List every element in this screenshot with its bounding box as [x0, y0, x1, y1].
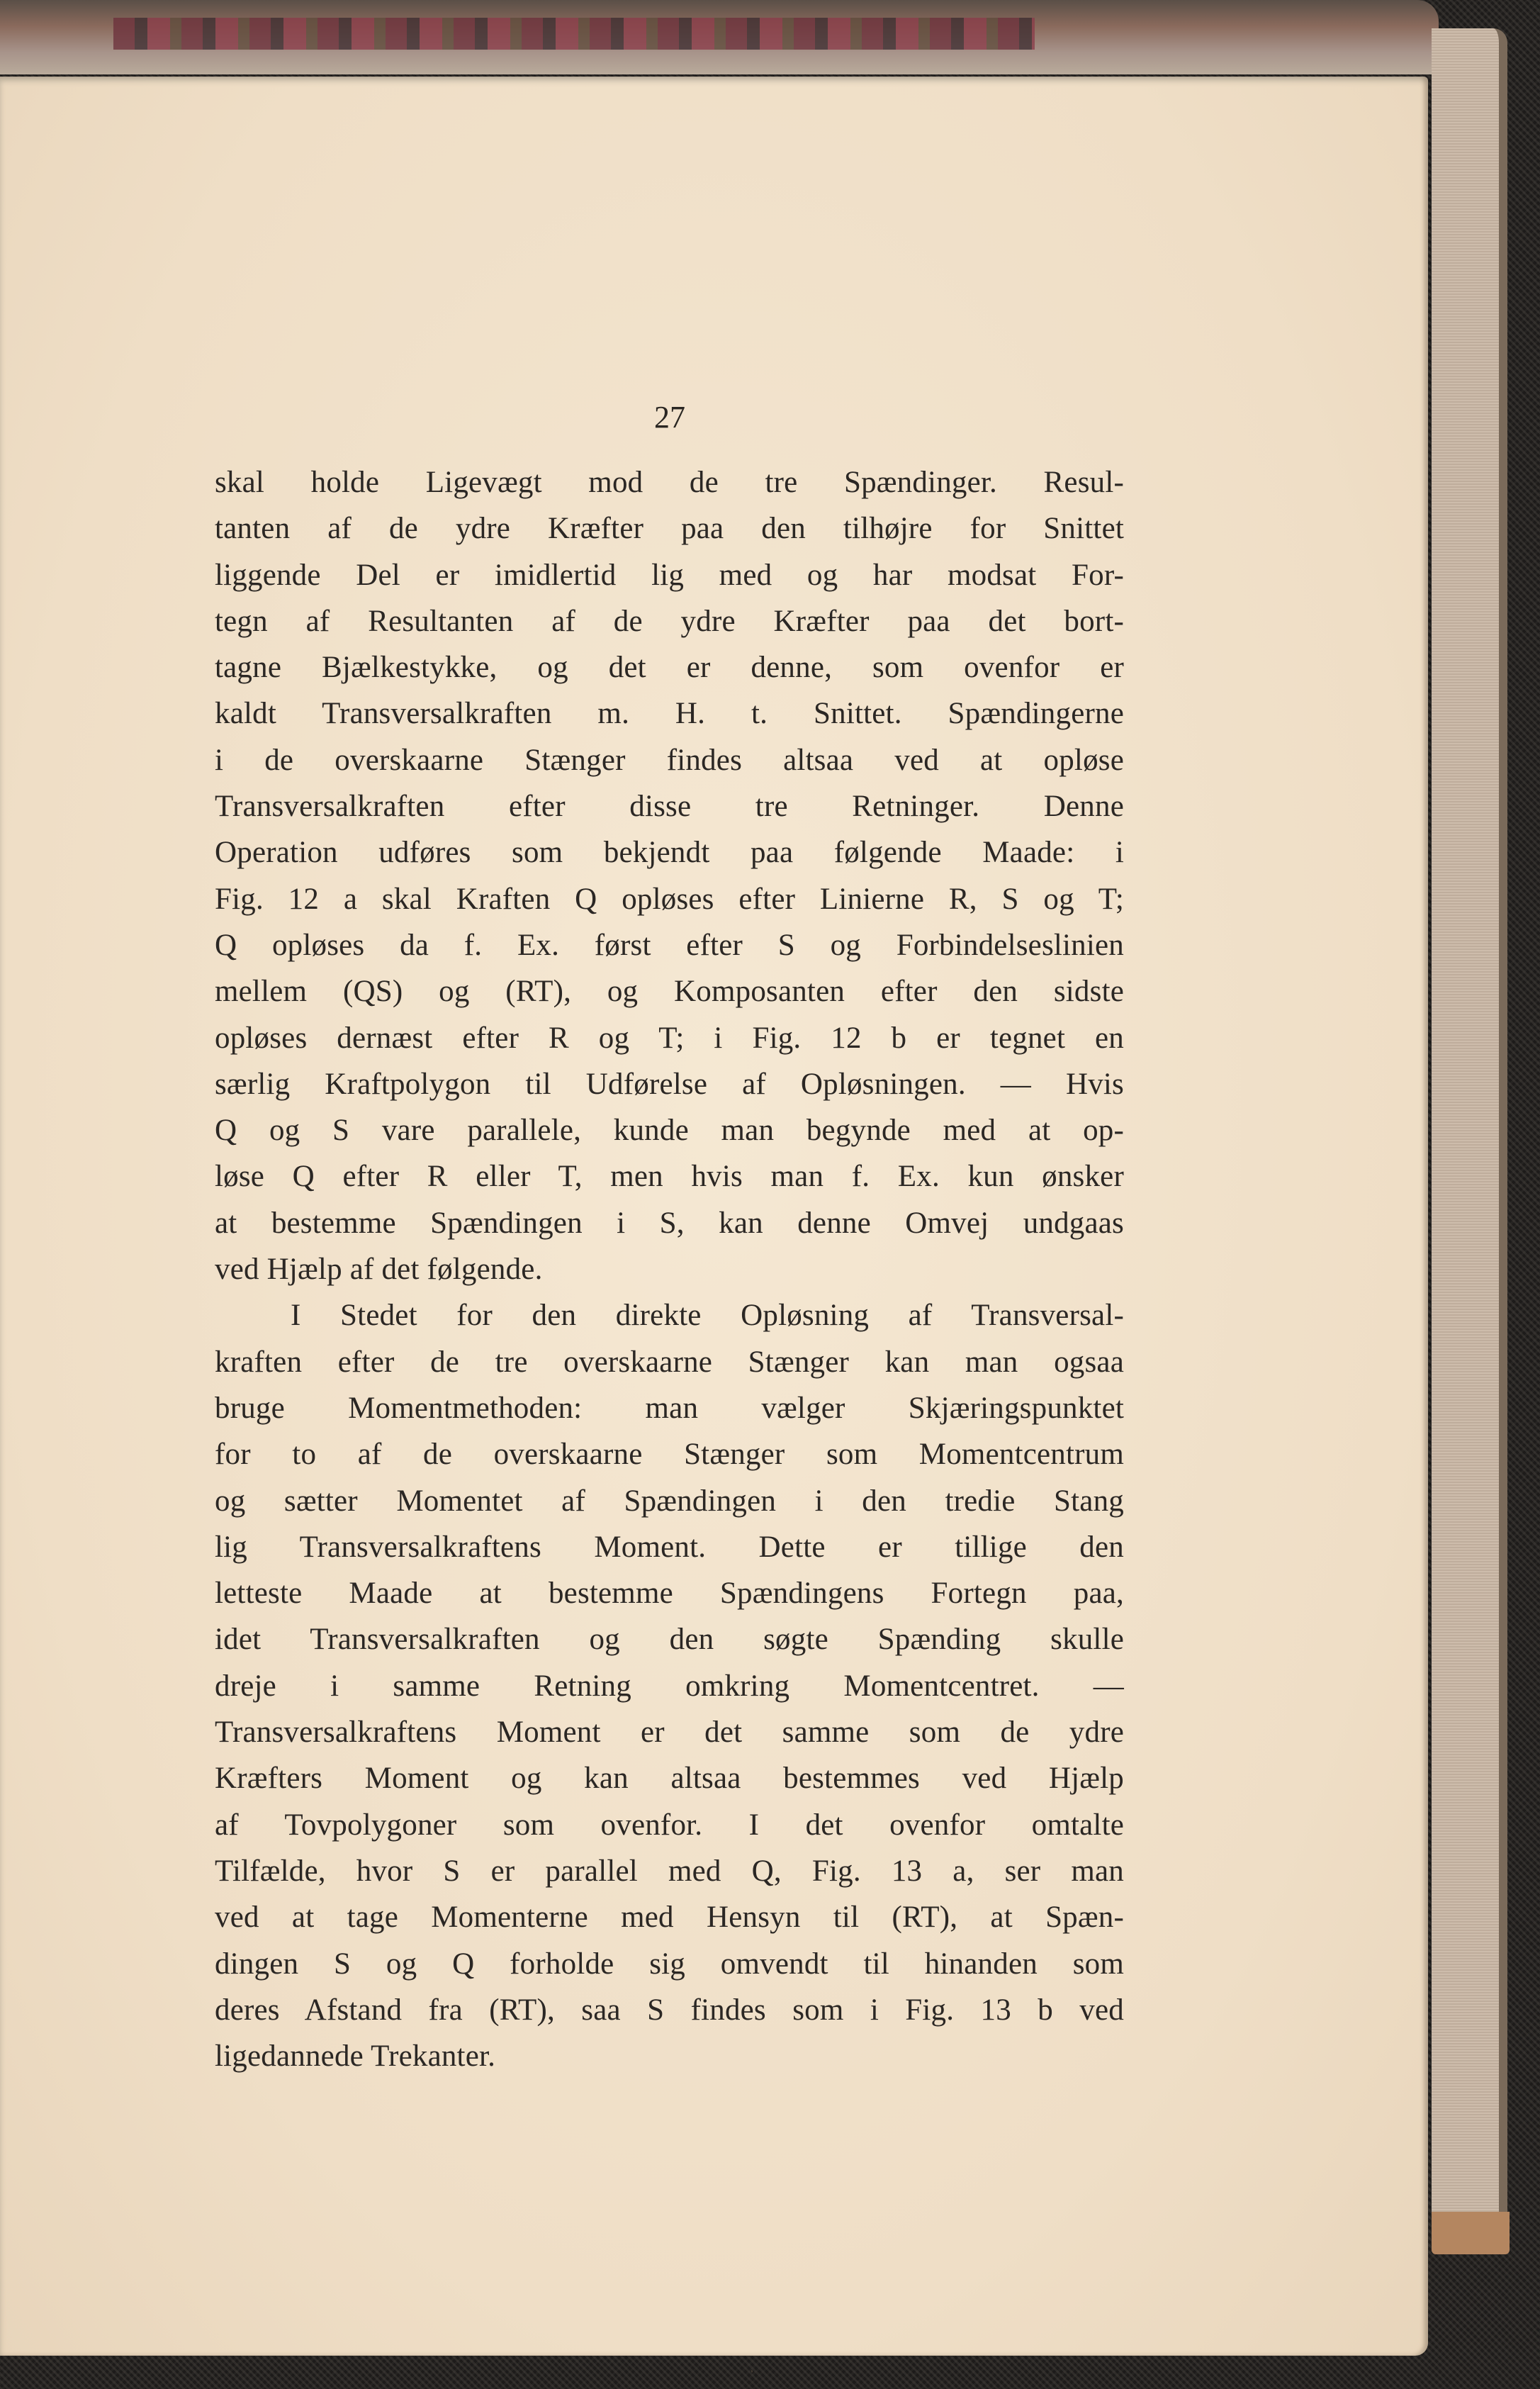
text-line: mellem (QS) og (RT), og Komposanten efter den sidste: [215, 975, 1124, 1009]
text-line: og sætter Momentet af Spændingen i den tredie Stang: [215, 1484, 1124, 1518]
text-line: dreje i samme Retning omkring Momentcentret. —: [215, 1669, 1124, 1703]
text-line: idet Transversalkraften og den søgte Spænding skulle: [215, 1623, 1124, 1657]
book-cover-edge: [0, 0, 1439, 74]
paragraph: [215, 1292, 1124, 2079]
text-line: at bestemme Spændingen i S, kan denne Omvej undgaas: [215, 1206, 1124, 1240]
text-line: løse Q efter R eller T, men hvis man f. Ex. kun ønsker: [215, 1160, 1124, 1194]
text-line: letteste Maade at bestemme Spændingens Fortegn paa,: [215, 1577, 1124, 1611]
text-line: Kræfters Moment og kan altsaa bestemmes ved Hjælp: [215, 1762, 1124, 1796]
text-line: tegn af Resultanten af de ydre Kræfter paa det bort-: [215, 604, 1124, 638]
book-cloth-binding: [1432, 28, 1507, 2233]
text-line: Operation udføres som bekjendt paa følgende Maade: i: [215, 836, 1124, 870]
text-line: kraften efter de tre overskaarne Stænger kan man ogsaa: [215, 1345, 1124, 1379]
text-line: Tilfælde, hvor S er parallel med Q, Fig. 13 a, ser man: [215, 1854, 1124, 1888]
text-line: ligedannede Trekanter.: [215, 2040, 496, 2074]
stray-ink-mark: ˈ: [750, 2368, 754, 2382]
text-line: særlig Kraftpolygon til Udførelse af Opløsningen. — Hvis: [215, 1067, 1124, 1101]
text-line: for to af de overskaarne Stænger som Momentcentrum: [215, 1438, 1124, 1472]
text-line: liggende Del er imidlertid lig med og har modsat For-: [215, 558, 1124, 592]
text-line: I Stedet for den direkte Opløsning af Transversal-: [291, 1299, 1124, 1333]
text-line: af Tovpolygoner som ovenfor. I det ovenfor omtalte: [215, 1808, 1124, 1842]
text-line: skal holde Ligevægt mod de tre Spændinger. Resul-: [215, 466, 1124, 499]
text-line: bruge Momentmethoden: man vælger Skjæringspunktet: [215, 1391, 1124, 1425]
text-line: lig Transversalkraftens Moment. Dette er tillige den: [215, 1530, 1124, 1564]
body-text: [215, 459, 1124, 2079]
text-line: opløses dernæst efter R og T; i Fig. 12 b er tegnet en: [215, 1021, 1124, 1055]
book-corner-wear: [1432, 2212, 1510, 2254]
text-line: Fig. 12 a skal Kraften Q opløses efter Linierne R, S og T;: [215, 882, 1124, 916]
text-line: Transversalkraftens Moment er det samme som de ydre: [215, 1716, 1124, 1750]
text-line: Transversalkraften efter disse tre Retninger. Denne: [215, 790, 1124, 824]
book-page: [0, 77, 1428, 2382]
text-line: Q og S vare parallele, kunde man begynde med at op-: [215, 1114, 1124, 1148]
text-line: tanten af de ydre Kræfter paa den tilhøjre for Snittet: [215, 512, 1124, 546]
text-line: i de overskaarne Stænger findes altsaa ved at opløse: [215, 743, 1124, 777]
text-line: ved at tage Momenterne med Hensyn til (RT), at Spæn-: [215, 1901, 1124, 1935]
text-line: dingen S og Q forholde sig omvendt til hinanden som: [215, 1947, 1124, 1981]
text-line: ved Hjælp af det følgende.: [215, 1253, 543, 1287]
page-number: 27: [654, 400, 685, 435]
text-line: deres Afstand fra (RT), saa S findes som i Fig. 13 b ved: [215, 1993, 1124, 2027]
text-line: kaldt Transversalkraften m. H. t. Snittet. Spændingerne: [215, 697, 1124, 731]
paragraph: [215, 459, 1124, 1292]
text-line: tagne Bjælkestykke, og det er denne, som ovenfor er: [215, 651, 1124, 685]
text-line: Q opløses da f. Ex. først efter S og Forbindelseslinien: [215, 928, 1124, 962]
